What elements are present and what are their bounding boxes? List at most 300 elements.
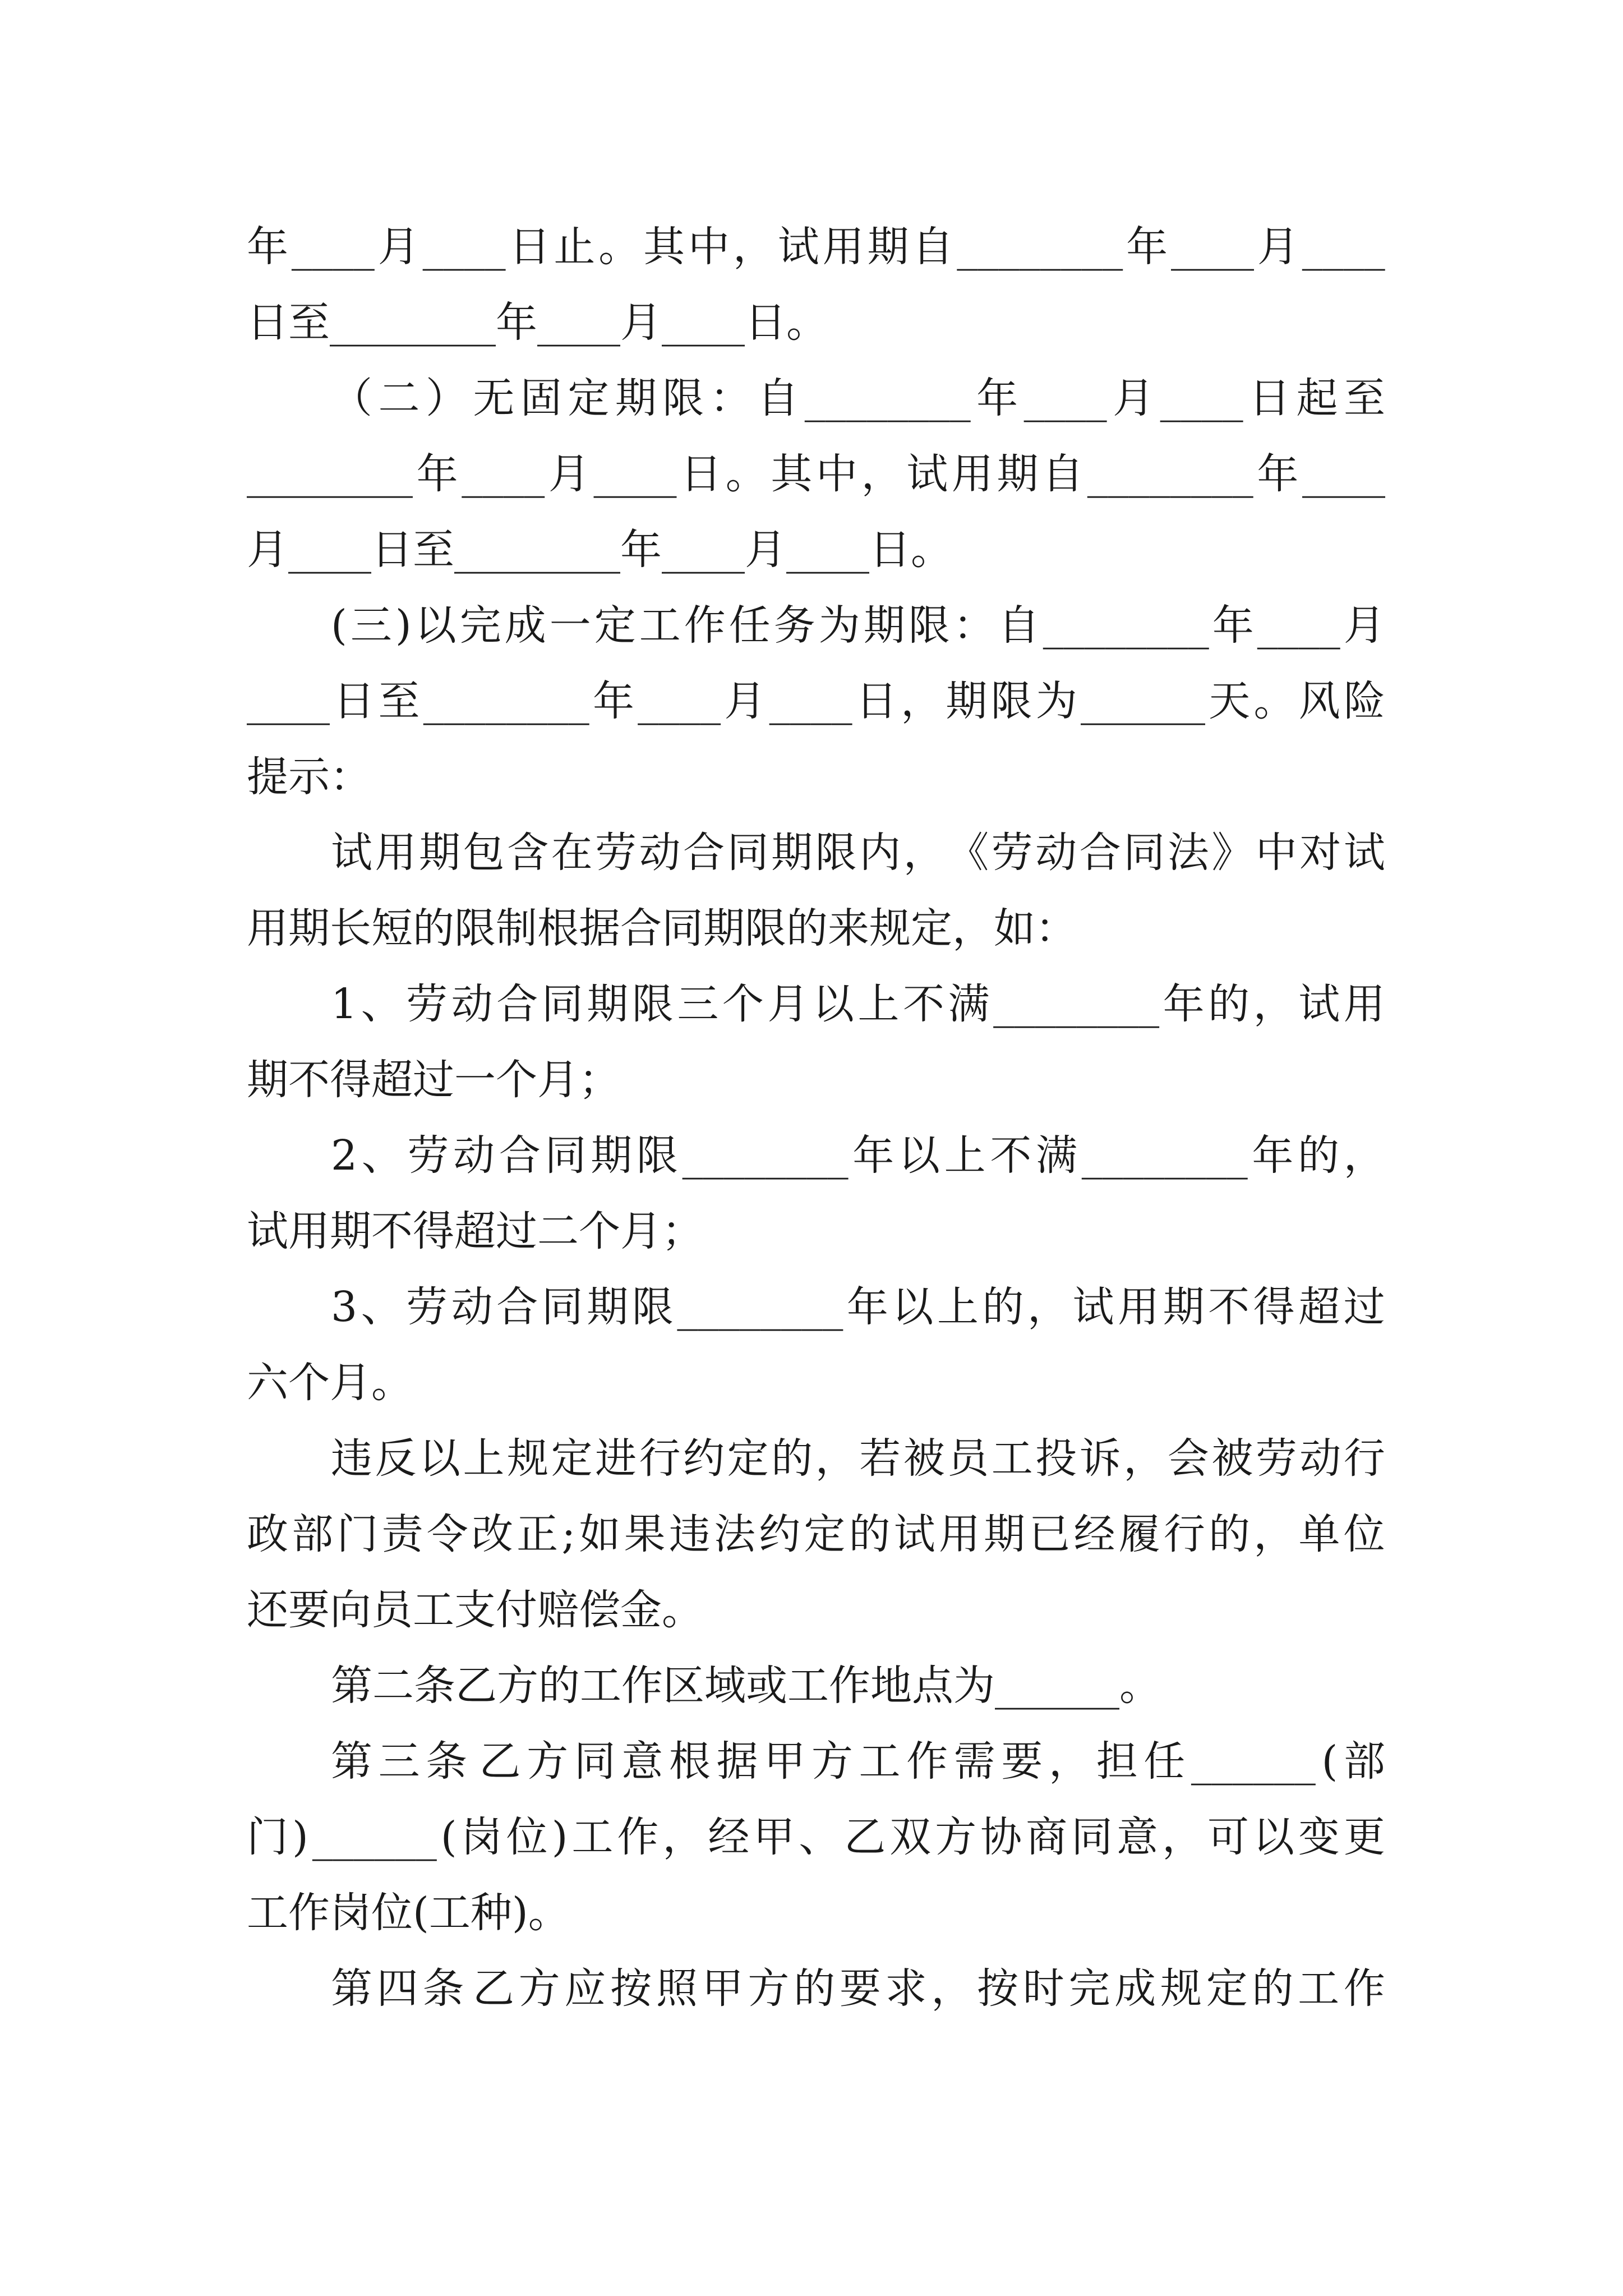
glyph: 点 xyxy=(912,1662,953,1710)
article-4-line xyxy=(331,1947,1385,2031)
glyph: 期 xyxy=(615,374,657,422)
glyph: 一 xyxy=(549,601,591,650)
glyph: 约 xyxy=(683,1434,725,1483)
glyph: 年 xyxy=(852,1131,895,1180)
glyph: 固 xyxy=(520,374,562,422)
glyph: 工 xyxy=(787,1662,829,1710)
glyph: 法 xyxy=(714,1510,755,1558)
glyph: 不 xyxy=(371,1207,413,1255)
glyph: 日 xyxy=(869,526,911,574)
glyph: 劳 xyxy=(595,829,637,877)
glyph: ( xyxy=(1321,1737,1338,1786)
glyph: ( xyxy=(331,601,347,650)
glyph: 起 xyxy=(1296,374,1338,422)
glyph: 要 xyxy=(288,1586,330,1634)
glyph: 若 xyxy=(859,1434,901,1483)
glyph: 完 xyxy=(1068,1964,1110,2013)
glyph: 来 xyxy=(828,904,869,953)
glyph: 以 xyxy=(812,980,854,1028)
glyph: 的 xyxy=(413,904,454,953)
glyph: 月 xyxy=(548,450,590,498)
glyph: 合 xyxy=(496,980,538,1028)
glyph: 定 xyxy=(568,374,610,422)
glyph: 在 xyxy=(551,829,593,877)
glyph: 日 xyxy=(247,298,288,347)
glyph: 的 xyxy=(786,904,828,953)
glyph: 限 xyxy=(662,374,704,422)
glyph: 不 xyxy=(1208,1283,1250,1331)
glyph: 为 xyxy=(1035,677,1077,725)
glyph: 个 xyxy=(579,1207,620,1255)
glyph: 包 xyxy=(463,829,505,877)
glyph: 动 xyxy=(1299,1434,1341,1483)
blank-field: ________ xyxy=(957,223,1123,271)
glyph: 险 xyxy=(1343,677,1385,725)
glyph: 至 xyxy=(378,677,420,725)
glyph: ， xyxy=(1123,1434,1165,1483)
glyph: 方 xyxy=(497,1662,538,1710)
glyph: 赔 xyxy=(537,1586,579,1634)
glyph: 乙 xyxy=(479,1737,521,1786)
glyph: 无 xyxy=(473,374,515,422)
paragraph-line xyxy=(331,1114,1385,1198)
glyph: 改 xyxy=(471,1510,513,1558)
text-line xyxy=(247,1568,1385,1652)
glyph: ： xyxy=(953,601,995,650)
glyph: 试 xyxy=(777,223,819,271)
glyph: 用 xyxy=(938,1510,980,1558)
glyph: 行 xyxy=(1343,1434,1385,1483)
glyph: 期 xyxy=(703,904,745,953)
glyph: ， xyxy=(732,223,774,271)
glyph: 工 xyxy=(428,1889,471,1937)
glyph: 一 xyxy=(454,1056,496,1104)
glyph: 。 xyxy=(911,526,952,574)
glyph: 动 xyxy=(453,1131,495,1180)
glyph: 的 xyxy=(538,1662,580,1710)
glyph: 试 xyxy=(1072,1283,1114,1331)
glyph: 以 xyxy=(898,1131,940,1180)
glyph: 自 xyxy=(1042,450,1084,498)
glyph: 日 xyxy=(680,450,722,498)
glyph: 试 xyxy=(1298,980,1340,1028)
glyph: 动 xyxy=(639,829,681,877)
glyph: 地 xyxy=(870,1662,912,1710)
glyph: 过 xyxy=(1343,1283,1385,1331)
glyph: 天 xyxy=(1209,677,1251,725)
glyph: 。 xyxy=(725,450,767,498)
glyph: 。 xyxy=(598,223,640,271)
glyph: 六 xyxy=(247,1359,288,1407)
glyph: 年 xyxy=(1163,980,1205,1028)
glyph: 止 xyxy=(554,223,596,271)
glyph: 用 xyxy=(1343,980,1385,1028)
glyph: 要 xyxy=(1001,1737,1043,1786)
glyph: 限 xyxy=(454,904,496,953)
glyph: 二 xyxy=(378,374,420,422)
article-3-line xyxy=(331,1719,1385,1803)
blank-field: ________ xyxy=(330,298,496,347)
blank-field: ______ xyxy=(1081,677,1206,725)
glyph: ， xyxy=(1049,1737,1090,1786)
glyph: 以 xyxy=(1252,1813,1294,1861)
blank-field: ____ xyxy=(288,526,371,574)
glyph: 工 xyxy=(991,1434,1033,1483)
paragraph-line xyxy=(331,1416,1385,1501)
glyph: 如 xyxy=(579,1510,621,1558)
glyph: 三 xyxy=(677,980,719,1028)
glyph: 合 xyxy=(1079,829,1121,877)
glyph: 风 xyxy=(1298,677,1340,725)
glyph: 三 xyxy=(350,601,392,650)
glyph: 上 xyxy=(937,1283,979,1331)
glyph: 试 xyxy=(906,450,948,498)
glyph: ， xyxy=(931,1964,973,2013)
glyph: ) xyxy=(292,1813,308,1861)
glyph: 、 xyxy=(361,1131,403,1180)
glyph: 短 xyxy=(371,904,413,953)
article-2-line xyxy=(331,1644,1385,1728)
blank-field: ____ xyxy=(422,223,506,271)
blank-field: ________ xyxy=(993,980,1160,1028)
text-line xyxy=(247,735,1385,819)
glyph: 限 xyxy=(745,904,786,953)
glyph: 。 xyxy=(1119,1662,1161,1710)
glyph: 作 xyxy=(684,601,726,650)
glyph: 条 xyxy=(422,1964,464,2013)
glyph: 期 xyxy=(591,1131,633,1180)
glyph: 上 xyxy=(857,980,900,1028)
glyph: 任 xyxy=(1144,1737,1186,1786)
glyph: 年 xyxy=(416,450,458,498)
glyph: 、 xyxy=(361,1283,403,1331)
glyph: 条 xyxy=(414,1662,455,1710)
blank-field: ________ xyxy=(454,526,620,574)
glyph: 含 xyxy=(507,829,549,877)
text-line xyxy=(247,659,1385,743)
glyph: 月 xyxy=(745,526,786,574)
glyph: ， xyxy=(1253,980,1295,1028)
glyph: 根 xyxy=(669,1737,711,1786)
glyph: 。 xyxy=(662,1586,703,1634)
glyph: 日 xyxy=(745,298,786,347)
glyph: 示 xyxy=(288,753,330,801)
glyph: 、 xyxy=(361,980,403,1028)
blank-field: ______ xyxy=(995,1662,1119,1710)
glyph: 的 xyxy=(771,1434,813,1483)
glyph: 乙 xyxy=(455,1662,497,1710)
glyph: ( xyxy=(440,1813,457,1861)
glyph: 个 xyxy=(722,980,764,1028)
blank-field: ____ xyxy=(291,223,375,271)
glyph: ( xyxy=(413,1889,429,1937)
glyph: ： xyxy=(330,753,371,801)
glyph: 金 xyxy=(620,1586,662,1634)
glyph: 中 xyxy=(816,450,857,498)
glyph: 根 xyxy=(537,904,579,953)
glyph: 其 xyxy=(643,223,685,271)
glyph: 试 xyxy=(893,1510,935,1558)
glyph: 部 xyxy=(1344,1737,1385,1786)
glyph: 如 xyxy=(994,904,1035,953)
glyph: 对 xyxy=(1299,829,1341,877)
glyph: 更 xyxy=(1343,1813,1385,1861)
glyph: 意 xyxy=(621,1737,663,1786)
glyph: 限 xyxy=(631,1283,674,1331)
glyph: 限 xyxy=(990,677,1032,725)
glyph: 部 xyxy=(292,1510,334,1558)
text-line xyxy=(247,508,1385,592)
glyph: 为 xyxy=(818,601,860,650)
glyph: 至 xyxy=(1343,374,1385,422)
glyph: 期 xyxy=(946,677,988,725)
glyph: 第 xyxy=(331,1737,372,1786)
glyph: 中 xyxy=(1255,829,1297,877)
glyph: 第 xyxy=(331,1964,372,2013)
glyph: 同 xyxy=(662,904,703,953)
blank-field: ________ xyxy=(804,374,971,422)
glyph: 月 xyxy=(537,1056,579,1104)
glyph: 意 xyxy=(1117,1813,1159,1861)
glyph: 不 xyxy=(288,1056,330,1104)
paragraph-line xyxy=(331,583,1385,668)
glyph: 门 xyxy=(336,1510,379,1558)
glyph: 行 xyxy=(1163,1510,1205,1558)
glyph: 不 xyxy=(990,1131,1032,1180)
glyph: 月 xyxy=(247,526,288,574)
glyph: 据 xyxy=(579,904,620,953)
glyph: 用 xyxy=(247,904,288,953)
glyph: 工 xyxy=(859,1737,901,1786)
blank-field: ________ xyxy=(1087,450,1253,498)
glyph: ， xyxy=(662,1813,704,1861)
glyph: ; xyxy=(561,1510,576,1558)
glyph: 二 xyxy=(537,1207,579,1255)
glyph: 月 xyxy=(1257,223,1299,271)
glyph: 被 xyxy=(1211,1434,1253,1483)
glyph: 责 xyxy=(381,1510,423,1558)
glyph: 合 xyxy=(683,829,725,877)
glyph: 至 xyxy=(288,298,330,347)
glyph: 不 xyxy=(903,980,944,1028)
text-line xyxy=(247,1189,1385,1273)
glyph: 会 xyxy=(1167,1434,1209,1483)
glyph: 政 xyxy=(247,1510,288,1558)
glyph: 协 xyxy=(980,1813,1022,1861)
glyph: 员 xyxy=(947,1434,989,1483)
glyph: 工 xyxy=(639,601,681,650)
text-line xyxy=(247,432,1385,516)
glyph: 正 xyxy=(517,1510,559,1558)
glyph: ， xyxy=(903,829,945,877)
blank-field: ______ xyxy=(312,1813,437,1861)
text-line xyxy=(247,1795,1385,1879)
glyph: 以 xyxy=(892,1283,934,1331)
glyph: 担 xyxy=(1096,1737,1138,1786)
glyph: 得 xyxy=(1253,1283,1295,1331)
glyph: 年 xyxy=(976,374,1018,422)
glyph: 满 xyxy=(948,980,990,1028)
glyph: 作 xyxy=(621,1662,663,1710)
glyph: 期 xyxy=(863,601,905,650)
glyph: 作 xyxy=(829,1662,870,1710)
glyph: 乙 xyxy=(472,1964,514,2013)
glyph: 内 xyxy=(859,829,901,877)
glyph: 定 xyxy=(1206,1964,1248,2013)
glyph: 付 xyxy=(496,1586,537,1634)
glyph: 劳 xyxy=(991,829,1033,877)
glyph: 合 xyxy=(620,904,662,953)
glyph: 日 xyxy=(333,677,375,725)
glyph: 其 xyxy=(771,450,813,498)
glyph: 令 xyxy=(426,1510,468,1558)
glyph: 同 xyxy=(541,980,583,1028)
glyph: 规 xyxy=(1160,1964,1202,2013)
glyph: 用 xyxy=(288,1207,330,1255)
glyph: 年 xyxy=(1257,450,1299,498)
text-line xyxy=(247,280,1385,365)
glyph: 单 xyxy=(1298,1510,1340,1558)
glyph: 自 xyxy=(998,601,1040,650)
glyph: 年 xyxy=(620,526,662,574)
glyph: 三 xyxy=(378,1737,420,1786)
glyph: 的 xyxy=(849,1510,891,1558)
glyph: 作 xyxy=(288,1889,330,1937)
glyph: 完 xyxy=(459,601,501,650)
glyph: 投 xyxy=(1035,1434,1077,1483)
glyph: 违 xyxy=(331,1434,372,1483)
glyph: 上 xyxy=(944,1131,986,1180)
glyph: 限 xyxy=(815,829,857,877)
glyph: 月 xyxy=(1113,374,1155,422)
glyph: 年 xyxy=(1252,1131,1294,1180)
glyph: 用 xyxy=(822,223,864,271)
glyph: 得 xyxy=(330,1056,371,1104)
glyph: 经 xyxy=(1073,1510,1115,1558)
glyph: 据 xyxy=(716,1737,758,1786)
glyph: 合 xyxy=(496,1283,538,1331)
glyph: （ xyxy=(331,374,372,422)
glyph: 月 xyxy=(377,223,419,271)
glyph: 二 xyxy=(372,1662,414,1710)
glyph: 年 xyxy=(1212,601,1254,650)
glyph: 甲 xyxy=(702,1964,744,2013)
paragraph-line xyxy=(331,811,1385,895)
blank-field: ____ xyxy=(247,677,330,725)
glyph: 区 xyxy=(663,1662,704,1710)
glyph: 甲 xyxy=(764,1737,806,1786)
glyph: 用 xyxy=(951,450,993,498)
glyph: 1 xyxy=(331,980,358,1028)
glyph: 同 xyxy=(574,1737,616,1786)
blank-field: ________ xyxy=(1081,1131,1248,1180)
glyph: 支 xyxy=(454,1586,496,1634)
glyph: 定 xyxy=(594,601,636,650)
paragraph-line xyxy=(331,356,1385,440)
blank-field: ____ xyxy=(638,677,721,725)
glyph: 。 xyxy=(371,1359,413,1407)
glyph: 定 xyxy=(804,1510,846,1558)
glyph: 年 xyxy=(846,1283,888,1331)
glyph: 日 xyxy=(1249,374,1291,422)
blank-field: ____ xyxy=(662,526,745,574)
glyph: ， xyxy=(815,1434,857,1483)
blank-field: ____ xyxy=(1302,450,1385,498)
glyph: 的 xyxy=(1209,1510,1251,1558)
glyph: 向 xyxy=(330,1586,371,1634)
blank-field: ____ xyxy=(786,526,869,574)
glyph: 岗 xyxy=(330,1889,371,1937)
glyph: 日 xyxy=(855,677,897,725)
blank-field: ____ xyxy=(1023,374,1107,422)
glyph: 期 xyxy=(587,980,629,1028)
glyph: 》 xyxy=(1211,829,1253,877)
glyph: 同 xyxy=(727,829,769,877)
text-line xyxy=(247,1038,1385,1122)
glyph: 应 xyxy=(564,1964,606,2013)
glyph: 务 xyxy=(773,601,815,650)
blank-field: ____ xyxy=(462,450,545,498)
glyph: ） xyxy=(425,374,467,422)
glyph: 经 xyxy=(708,1813,750,1861)
text-line xyxy=(247,1492,1385,1576)
glyph: 作 xyxy=(617,1813,659,1861)
glyph: 制 xyxy=(496,904,537,953)
glyph: 定 xyxy=(551,1434,593,1483)
paragraph-line xyxy=(331,962,1385,1046)
glyph: 限 xyxy=(631,980,674,1028)
glyph: 定 xyxy=(727,1434,769,1483)
glyph: 四 xyxy=(376,1964,418,2013)
glyph: 为 xyxy=(953,1662,995,1710)
glyph: 得 xyxy=(413,1207,454,1255)
glyph: 月 xyxy=(724,677,766,725)
glyph: 期 xyxy=(984,1510,1026,1558)
blank-field: ____ xyxy=(1171,223,1254,271)
glyph: 以 xyxy=(419,1434,461,1483)
glyph: 偿 xyxy=(579,1586,620,1634)
blank-field: ________ xyxy=(677,1283,843,1331)
glyph: 月 xyxy=(620,298,662,347)
glyph: 过 xyxy=(496,1207,537,1255)
glyph: 双 xyxy=(889,1813,932,1861)
glyph: 的 xyxy=(1208,980,1250,1028)
glyph: 期 xyxy=(867,223,909,271)
glyph: 过 xyxy=(413,1056,454,1104)
blank-field: ________ xyxy=(1043,601,1209,650)
glyph: ， xyxy=(1027,1283,1069,1331)
glyph: 还 xyxy=(247,1586,288,1634)
glyph: 试 xyxy=(247,1207,288,1255)
glyph: 工 xyxy=(1298,1964,1340,2013)
glyph: 日 xyxy=(371,526,413,574)
glyph: 提 xyxy=(247,753,288,801)
glyph: 超 xyxy=(454,1207,496,1255)
glyph: 长 xyxy=(330,904,371,953)
glyph: ， xyxy=(901,677,943,725)
glyph: 方 xyxy=(935,1813,977,1861)
glyph: 月 xyxy=(330,1359,371,1407)
glyph: 。 xyxy=(1253,677,1295,725)
glyph: 期 xyxy=(288,904,330,953)
glyph: 合 xyxy=(499,1131,541,1180)
text-line xyxy=(247,1871,1385,1955)
glyph: 期 xyxy=(587,1283,629,1331)
glyph: 要 xyxy=(839,1964,881,2013)
glyph: 劳 xyxy=(406,980,448,1028)
glyph: ， xyxy=(952,904,994,953)
glyph: 日 xyxy=(509,223,551,271)
